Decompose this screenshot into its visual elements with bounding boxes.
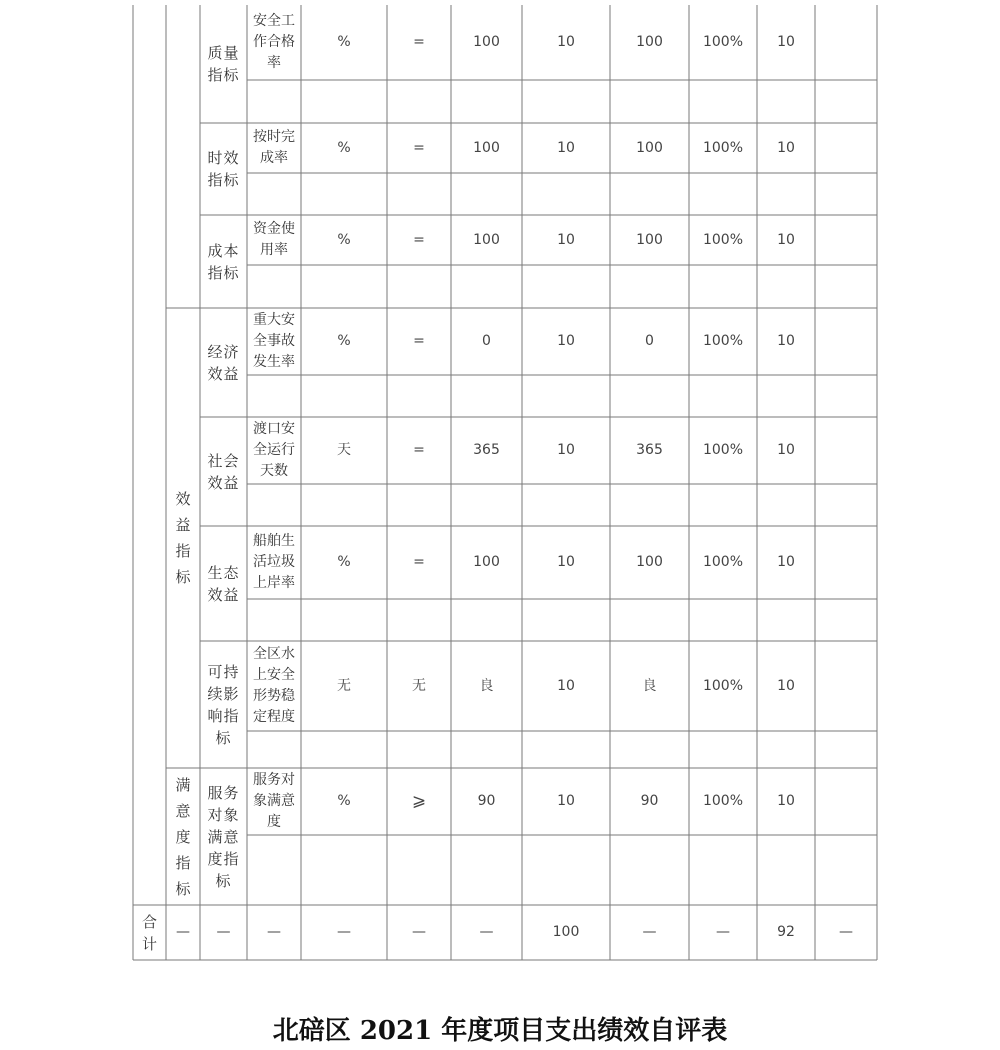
actual-cell: 365 [636, 442, 663, 458]
actual-cell: 良 [642, 677, 657, 694]
category-cost: 成本 指标 [207, 241, 240, 282]
total-dash: — [716, 924, 730, 940]
category-social: 社会 效益 [207, 451, 240, 492]
operator-cell: ⩾ [411, 791, 427, 811]
operator-cell: = [413, 231, 425, 248]
weight-cell: 10 [557, 677, 575, 694]
weight-cell: 10 [557, 442, 575, 458]
actual-cell: 0 [645, 333, 654, 349]
indicator-name: 船舶生 活垃圾 上岸率 [253, 533, 295, 591]
unit-cell: 无 [337, 677, 351, 694]
score-cell: 10 [777, 442, 795, 458]
indicator-name: 资金使 用率 [253, 221, 295, 258]
category-economic: 经济 效益 [207, 342, 240, 383]
indicator-name: 全区水 上安全 形势稳 定程度 [253, 646, 295, 725]
total-dash: — [642, 924, 657, 940]
unit-cell: % [337, 34, 351, 50]
total-weight: 100 [552, 924, 580, 940]
score-cell: 10 [777, 793, 795, 809]
total-dash: — [176, 924, 190, 940]
target-cell: 100 [473, 231, 500, 248]
operator-cell: = [413, 139, 425, 156]
category-sustainability: 可持 续影 响指 标 [207, 662, 240, 747]
next-page-title: 北碚区 2021 年度项目支出绩效自评表 [272, 1016, 728, 1046]
weight-cell: 10 [557, 333, 575, 349]
actual-cell: 100 [636, 231, 663, 248]
total-dash: — [267, 924, 281, 940]
unit-cell: % [337, 793, 351, 809]
actual-cell: 90 [640, 793, 659, 809]
operator-cell: = [413, 442, 425, 458]
total-dash: — [337, 924, 351, 940]
weight-cell: 10 [557, 554, 575, 570]
target-cell: 100 [473, 139, 500, 156]
total-dash: — [216, 924, 231, 940]
score-cell: 10 [777, 333, 795, 349]
operator-cell: = [413, 34, 425, 50]
unit-cell: % [337, 554, 351, 570]
weight-cell: 10 [557, 231, 575, 248]
target-cell: 365 [473, 442, 500, 458]
rate-cell: 100% [702, 231, 744, 248]
rate-cell: 100% [702, 677, 744, 694]
score-cell: 10 [777, 677, 795, 694]
category-timeliness: 时效 指标 [207, 149, 240, 189]
operator-cell: 无 [412, 677, 426, 694]
rate-cell: 100% [702, 442, 744, 458]
unit-cell: % [337, 139, 351, 156]
rate-cell: 100% [702, 34, 744, 50]
score-cell: 10 [777, 139, 795, 156]
rate-cell: 100% [702, 793, 744, 809]
actual-cell: 100 [636, 139, 663, 156]
target-cell: 0 [482, 333, 491, 349]
target-cell: 90 [477, 793, 496, 809]
total-score: 92 [777, 924, 795, 940]
score-cell: 10 [777, 554, 795, 570]
indicator-name: 按时完 成率 [253, 129, 295, 166]
category-quality: 质量 指标 [207, 44, 240, 84]
target-cell: 100 [473, 34, 500, 50]
score-cell: 10 [777, 231, 795, 248]
total-dash: — [839, 924, 853, 940]
target-cell: 良 [479, 677, 494, 694]
score-cell: 10 [777, 34, 795, 50]
unit-cell: % [337, 231, 351, 248]
total-label: 合 计 [141, 912, 157, 953]
unit-cell: % [337, 333, 351, 349]
total-dash: — [412, 924, 426, 940]
group-satisfaction-indicator: 满 意 度 指 标 [175, 775, 191, 898]
category-ecological: 生态 效益 [207, 563, 240, 604]
rate-cell: 100% [702, 139, 744, 156]
indicator-name: 服务对 象满意 度 [253, 772, 295, 830]
indicator-name: 渡口安 全运行 天数 [253, 421, 295, 479]
rate-cell: 100% [702, 554, 744, 570]
weight-cell: 10 [557, 793, 575, 809]
total-dash: — [479, 924, 494, 940]
operator-cell: = [413, 333, 425, 349]
indicator-name: 安全工 作合格 率 [253, 13, 295, 71]
actual-cell: 100 [636, 34, 663, 50]
indicator-name: 重大安 全事故 发生率 [253, 312, 295, 370]
unit-cell: 天 [337, 442, 351, 458]
actual-cell: 100 [636, 554, 663, 570]
rate-cell: 100% [702, 333, 744, 349]
operator-cell: = [413, 554, 425, 570]
weight-cell: 10 [557, 34, 575, 50]
target-cell: 100 [473, 554, 500, 570]
category-service-satisfaction: 服务 对象 满意 度指 标 [207, 783, 240, 890]
group-benefit-indicator: 效 益 指 标 [175, 490, 191, 586]
weight-cell: 10 [557, 139, 575, 156]
